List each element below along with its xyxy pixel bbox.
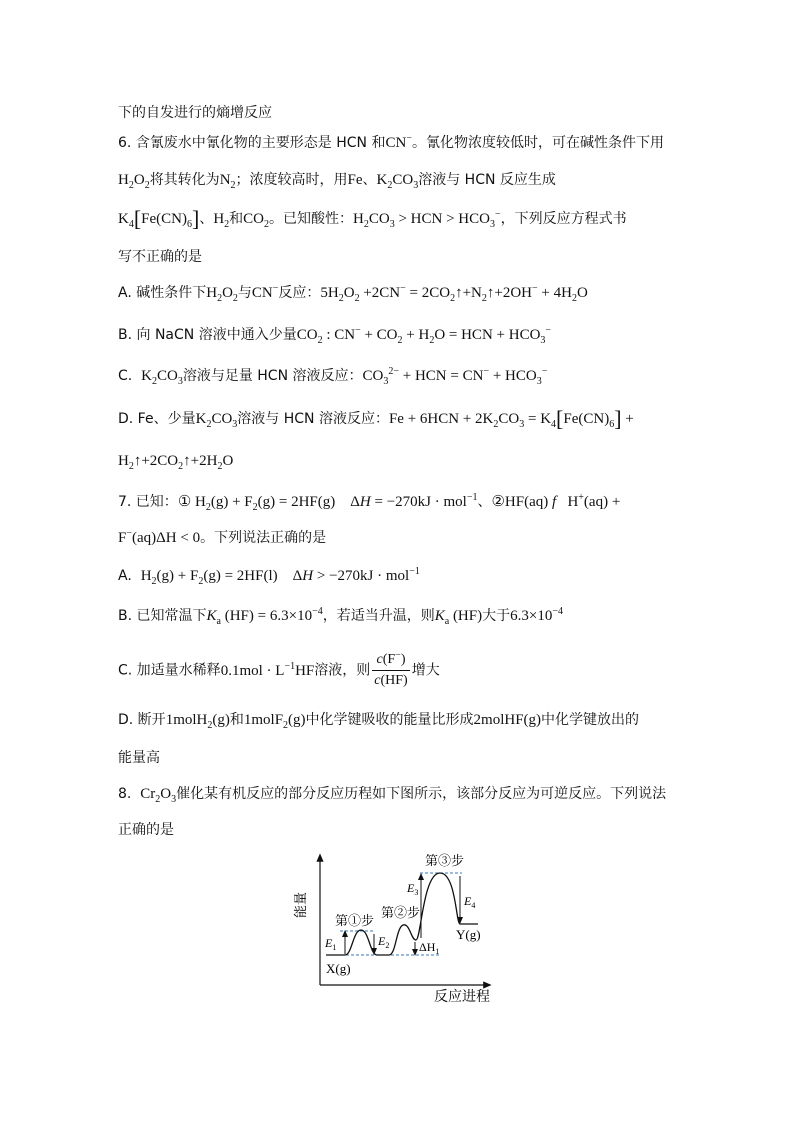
question-6-line-1: 6. 含氰废水中氰化物的主要形态是 HCN 和CN−。氰化物浓度较低时，可在碱性条件下用 bbox=[118, 133, 664, 151]
step-1-label: 第①步 bbox=[335, 913, 375, 928]
e2-label: $E_2$ bbox=[378, 934, 390, 950]
energy-curve bbox=[326, 873, 478, 955]
question-6-line-4: 写不正确的是 bbox=[118, 249, 202, 265]
step-2-label: 第②步 bbox=[381, 905, 421, 920]
e1-label: $E_1$ bbox=[325, 936, 337, 952]
question-6-option-c: C. $K_2CO_3$溶液与足量 HCN 溶液反应：$CO_3^{2-}$ + HCN = $CN^- + HCO_3^-$ bbox=[118, 366, 548, 387]
start-label: X(g) bbox=[326, 961, 351, 976]
end-label: Y(g) bbox=[456, 927, 481, 942]
question-6-option-d: D. Fe、少量$K_2CO_3$溶液与 HCN 溶液反应：$Fe + 6HCN + 2K_2CO_3 = K_4[Fe(CN)_6]$ + bbox=[118, 406, 634, 431]
question-7-option-a: A. $H_2(g) + F_2(g) = 2HF(l)$ ΔH > −270kJ · mol$^{-1}$ bbox=[118, 566, 420, 587]
e4-label: $E_4$ bbox=[464, 894, 476, 910]
question-6-option-a: A. 碱性条件下$H_2O_2$与CN−反应：$5H_2O_2 +2CN^-$ = $2CO_2↑+N_2↑+2OH^- + 4H_2O$ bbox=[118, 283, 588, 304]
question-7-option-d: D. 断开1molH$_2$(g)和1molF$_2$(g)中化学键吸收的能量比形成2molHF(g)中化学键放出的 bbox=[118, 712, 640, 731]
question-7-option-c: C. 加适量水稀释$0.1mol \cdot L^{-1}HF$溶液，则 $\frac{c(F^-)}{c(HF)}$ 增大 bbox=[118, 649, 440, 688]
x-axis-label: 反应进程 bbox=[434, 990, 490, 1005]
step-3-label: 第③步 bbox=[425, 853, 465, 868]
question-7-option-b: B. 已知常温下$K_a$ $(HF) = 6.3\times 10^{-4}$，若适当升温，则$K_a$ (HF)大于$6.3\times 10^{-4}$ bbox=[118, 606, 563, 627]
question-8-line-2: 正确的是 bbox=[118, 822, 174, 838]
question-7-option-d-cont: 能量高 bbox=[118, 750, 160, 766]
question-6-line-2: $H_2O_2$将其转化为$N_2$；浓度较高时，用Fe、$K_2CO_3$溶液与 HCN 反应生成 bbox=[118, 172, 556, 191]
y-axis-label: 能量 bbox=[293, 891, 308, 919]
question-7-line-1: 7. 已知：① $H_2(g) + F_2(g) = 2HF(g)$ ΔH = −270kJ · mol$^{-1}$、②HF(aq) f H+(aq) + bbox=[118, 492, 621, 513]
dh-label: $\Delta H_1$ bbox=[419, 940, 440, 956]
question-8-line-1: 8. $Cr_2O_3$催化某有机反应的部分反应历程如下图所示，该部分反应为可逆反应。下列说法 bbox=[118, 786, 667, 805]
continued-text: 下的自发进行的熵增反应 bbox=[118, 105, 272, 121]
question-6-line-3: $K_4[Fe(CN)_6]$、$H_2$和$CO_2$。已知酸性：$H_2CO_3$ > HCN > $HCO_3^-$，下列反应方程式书 bbox=[118, 206, 627, 231]
question-7-line-2: F−(aq)ΔH < 0。下列说法正确的是 bbox=[118, 528, 327, 546]
question-6-option-d-cont: $H_2↑+2CO_2↑+2H_2O$ bbox=[118, 453, 234, 472]
question-6-option-b: B. 向 NaCN 溶液中通入少量$CO_2$ : $CN^- + CO_2 + H_2O$ = HCN + $HCO_3^-$ bbox=[118, 325, 552, 346]
e3-label: $E_3$ bbox=[407, 881, 419, 897]
